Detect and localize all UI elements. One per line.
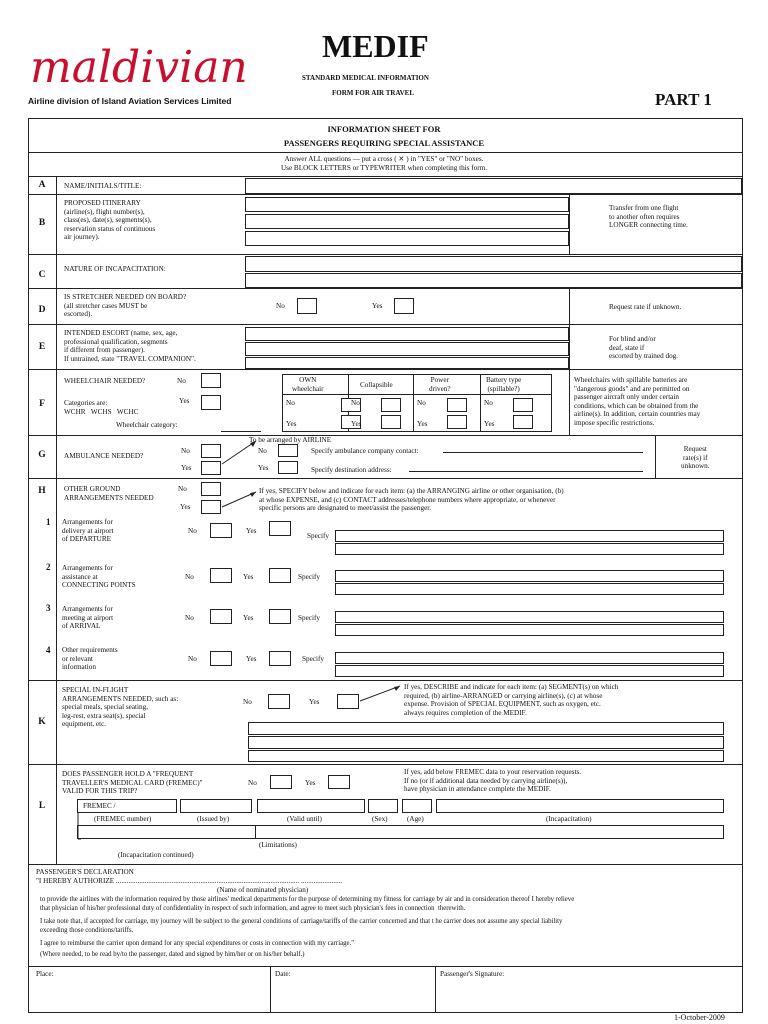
issued-by-caption: (Issued by): [197, 815, 230, 823]
place-label: Place:: [36, 970, 54, 978]
connecting-field-1[interactable]: [335, 570, 724, 582]
incapacitation-field[interactable]: [245, 256, 742, 272]
row-divider: [28, 478, 743, 479]
battery-no-label: No: [484, 399, 493, 407]
limitations-caption: (Limitations): [259, 841, 297, 849]
other-no-label: No: [188, 655, 197, 663]
fremec-issued-field[interactable]: [180, 799, 252, 813]
incapacitation-field-2[interactable]: [245, 273, 742, 288]
arrow-icon: [220, 488, 260, 510]
itinerary-note: Transfer from one flight to another often requires LONGER connecting time.: [609, 204, 688, 230]
power-no-label: No: [417, 399, 426, 407]
stretcher-note: Request rate if unknown.: [609, 303, 682, 311]
row-divider: [28, 254, 743, 255]
other-field-1[interactable]: [335, 652, 724, 664]
other-no-checkbox[interactable]: [210, 651, 232, 666]
connecting-no-checkbox[interactable]: [210, 568, 232, 583]
instructions-2: Use BLOCK LETTERS or TYPEWRITER when completing this form.: [280, 164, 488, 172]
ambulance-contact-label: Specify ambulance company contact:: [311, 447, 419, 455]
collapsible-no-checkbox[interactable]: [381, 398, 401, 412]
declaration-paragraph-3: I agree to reimburse the carrier upon demand for any special expenditures or costs in connection with my carriage.": [40, 940, 354, 947]
ambulance-note: Request rate(s) if unknown.: [681, 445, 710, 471]
airline-arranged-label: To be arranged by AIRLINE: [249, 436, 332, 444]
age-caption: (Age): [407, 815, 424, 823]
wheelchair-yes-checkbox[interactable]: [201, 395, 221, 410]
declaration-paragraph-2: I take note that, if accepted for carriage, my journey will be subject to the general conditions of carriage/tariffs of the carrier concerned and that t he carrier does not assume any special liability exceeding those conditions/tariffs.: [40, 918, 563, 934]
battery-yes-checkbox[interactable]: [513, 415, 533, 429]
connecting-no-label: No: [185, 573, 194, 581]
other-yes-checkbox[interactable]: [269, 651, 291, 666]
fremec-no-label: No: [248, 779, 257, 787]
ground-no-checkbox[interactable]: [201, 482, 221, 496]
wheelchair-category-field[interactable]: [221, 418, 261, 432]
wheelchair-no-checkbox[interactable]: [201, 373, 221, 388]
incapacitation-label: NATURE OF INCAPACITATION:: [64, 265, 166, 273]
wheelchair-categories: Categories are: WCHR WCHS WCHC: [64, 399, 139, 416]
name-label: NAME/INITIALS/TITLE:: [64, 182, 142, 190]
col-collapsible: Collapsible: [360, 381, 393, 389]
arrival-label: Arrangements for meeting at airport of ARRIVAL: [62, 605, 114, 631]
collapsible-no-label: No: [351, 399, 360, 407]
note-column-divider: [569, 288, 570, 435]
ambulance-yes-checkbox[interactable]: [201, 461, 221, 475]
ground-yes-label: Yes: [180, 503, 191, 511]
other-requirements-label: Other requirements or relevant information: [62, 646, 118, 672]
departure-no-checkbox[interactable]: [210, 523, 232, 538]
row-divider: [28, 288, 743, 289]
ground-no-label: No: [178, 485, 187, 493]
fremec-prefix: FREMEC /: [83, 802, 116, 810]
inflight-yes-checkbox[interactable]: [337, 694, 359, 709]
row-letter-b: B: [38, 218, 46, 228]
departure-field-1[interactable]: [335, 530, 724, 542]
stretcher-label: IS STRETCHER NEEDED ON BOARD? (all stretcher cases MUST be escorted).: [64, 293, 187, 319]
row-divider: [28, 194, 743, 195]
grid-divider: [282, 394, 552, 395]
power-no-checkbox[interactable]: [447, 398, 467, 412]
stretcher-yes-checkbox[interactable]: [394, 298, 414, 314]
maldivian-logo: [28, 40, 268, 100]
inflight-field-3[interactable]: [248, 750, 724, 762]
ambulance-contact-field[interactable]: [443, 452, 643, 453]
ambulance-yes-label: Yes: [181, 464, 192, 472]
wheelchair-yes-label: Yes: [179, 397, 190, 405]
item-number: 3: [46, 603, 51, 613]
escort-field-3[interactable]: [245, 357, 569, 369]
inflight-no-label: No: [243, 698, 252, 706]
wheelchair-category-label: Wheelchair category:: [116, 421, 178, 429]
row-letter-h: H: [38, 486, 46, 496]
note-column-divider: [569, 194, 570, 254]
departure-field-2[interactable]: [335, 543, 724, 555]
form-subtitle-1: STANDARD MEDICAL INFORMATION: [302, 74, 429, 82]
row-letter-c: C: [38, 270, 46, 280]
airline-no-label: No: [258, 447, 267, 455]
itinerary-field-2[interactable]: [245, 214, 569, 229]
arrival-yes-checkbox[interactable]: [269, 609, 291, 624]
item-number: 1: [46, 517, 51, 527]
arrival-specify-label: Specify: [298, 614, 320, 622]
valid-until-caption: (Valid until): [287, 815, 322, 823]
departure-no-label: No: [188, 527, 197, 535]
airline-yes-checkbox[interactable]: [278, 461, 298, 474]
ground-arrangements-label: OTHER GROUND ARRANGEMENTS NEEDED: [64, 485, 154, 502]
grid-divider: [480, 374, 481, 432]
fremec-question-label: DOES PASSENGER HOLD A "FREQUENT TRAVELLER'S MEDICAL CARD (FREMEC)" VALID FOR THIS TRIP?: [62, 770, 203, 796]
arrival-no-label: No: [185, 614, 194, 622]
battery-no-checkbox[interactable]: [513, 398, 533, 412]
logo-swoosh-icon: [28, 40, 268, 98]
escort-note: For blind and/or deaf, state if escorted by trained dog.: [609, 335, 679, 361]
airline-yes-label: Yes: [258, 464, 269, 472]
wheelchair-note: Wheelchairs with spillable batteries are "dangerous goods" and are permitted on passenger aircraft only under certain conditions, which can be obtained from the airline(s). In addition, certain countries may impose specific restrictions.: [574, 376, 701, 427]
col-own-wheelchair: OWN wheelchair: [292, 376, 324, 393]
arrival-field-1[interactable]: [335, 611, 724, 623]
declaration-title: PASSENGER'S DECLARATION: [36, 868, 134, 876]
airline-division: Airline division of Island Aviation Services Limited: [28, 96, 232, 106]
fremec-no-checkbox[interactable]: [270, 775, 292, 789]
connecting-yes-label: Yes: [243, 573, 254, 581]
row-letter-g: G: [38, 450, 46, 460]
departure-label: Arrangements for delivery at airport of DEPARTURE: [62, 518, 114, 544]
ground-yes-checkbox[interactable]: [201, 500, 221, 514]
fremec-instructions: If yes, add below FREMEC data to your reservation requests. If no (or if additional data needed by carrying airline(s)), have physician in attendance complete the MEDIF.: [404, 768, 582, 794]
inflight-field-2[interactable]: [248, 736, 724, 749]
inflight-instructions: If yes, DESCRIBE and indicate for each item: (a) SEGMENT(s) on which required, (b) airline-ARRANGED or carrying airline(s), (c) at whose expense. Provision of SPECIAL EQUIPMENT, such as oxygen, etc. always requires completion of the MEDIF.: [404, 683, 619, 717]
inflight-no-checkbox[interactable]: [268, 694, 290, 709]
row-divider: [28, 176, 743, 177]
arrival-yes-label: Yes: [243, 614, 254, 622]
arrow-icon: [358, 682, 404, 704]
own-yes-label: Yes: [286, 420, 297, 428]
other-yes-label: Yes: [246, 655, 257, 663]
instructions-1: Answer ALL questions — put a cross ( ✕ ) in "YES" or "NO" boxes.: [284, 155, 484, 163]
collapsible-yes-checkbox[interactable]: [381, 415, 401, 429]
sheet-title-1: INFORMATION SHEET FOR: [327, 124, 441, 134]
row-letter-k: K: [38, 717, 46, 727]
row-letter-e: E: [38, 342, 46, 352]
power-yes-checkbox[interactable]: [447, 415, 467, 429]
connecting-label: Arrangements for assistance at CONNECTING POINTS: [62, 564, 136, 590]
inflight-field-1[interactable]: [248, 722, 724, 735]
declaration-authorize: "I HEREBY AUTHORIZE ...................................................................................................... .......................: [36, 877, 343, 885]
ground-instructions: If yes, SPECIFY below and indicate for each item: (a) the ARRANGING airline or other organisation, (b) at whose EXPENSE, and (c) CONTACT addresses/telephone numbers where appropriate, or whenever specific persons are designated to meet/assist the passenger.: [259, 487, 564, 513]
other-specify-label: Specify: [302, 655, 324, 663]
inflight-yes-label: Yes: [309, 698, 320, 706]
destination-address-label: Specify destination address:: [311, 466, 392, 474]
item-number: 2: [46, 562, 51, 572]
physician-caption: (Name of nominated physician): [217, 886, 309, 894]
revision-date: 1-October-2009: [674, 1013, 725, 1022]
escort-field-2[interactable]: [245, 342, 569, 356]
sex-caption: (Sex): [372, 815, 388, 823]
row-letter-l: L: [38, 801, 46, 811]
inflight-label: SPECIAL IN-FLIGHT ARRANGEMENTS NEEDED, such as: special meals, special seating, leg-rest, extra seat(s), special equipment, etc.: [62, 686, 179, 729]
form-subtitle-2: FORM FOR AIR TRAVEL: [332, 89, 415, 97]
ambulance-label: AMBULANCE NEEDED?: [64, 452, 144, 460]
sheet-title-2: PASSENGERS REQUIRING SPECIAL ASSISTANCE: [283, 138, 485, 148]
wheelchair-no-label: No: [177, 377, 186, 385]
logo-text: maldivian: [30, 42, 248, 93]
declaration-paragraph-4: (Where needed, to be read by/to the passenger, dated and signed by him/her or on his/her behalf.): [40, 951, 305, 958]
stretcher-yes-label: Yes: [372, 302, 383, 310]
item-number: 4: [46, 645, 51, 655]
wheelchair-label: WHEELCHAIR NEEDED?: [64, 377, 146, 385]
itinerary-field-1[interactable]: [245, 197, 569, 212]
fremec-sex-field[interactable]: [368, 799, 398, 813]
row-divider: [28, 680, 743, 681]
form-title: MEDIF: [322, 28, 429, 64]
row-divider: [28, 435, 743, 436]
stretcher-no-checkbox[interactable]: [297, 298, 317, 314]
row-divider: [28, 324, 743, 325]
battery-yes-label: Yes: [484, 420, 495, 428]
connecting-specify-label: Specify: [298, 573, 320, 581]
part-number: PART 1: [655, 90, 712, 109]
arrival-no-checkbox[interactable]: [210, 609, 232, 624]
departure-yes-checkbox[interactable]: [269, 521, 291, 536]
ambulance-no-label: No: [181, 447, 190, 455]
col-power-driven: Power driven?: [429, 376, 451, 393]
airline-no-checkbox[interactable]: [278, 444, 298, 457]
fremec-yes-label: Yes: [305, 779, 316, 787]
departure-specify-label: Specify: [307, 532, 329, 540]
date-field[interactable]: [271, 967, 434, 1012]
grid-divider: [413, 374, 414, 432]
collapsible-yes-label: Yes: [351, 420, 362, 428]
incapacitation-continued-caption: (Incapacitation continued): [118, 851, 194, 859]
name-field[interactable]: [245, 178, 742, 194]
place-field[interactable]: [29, 967, 269, 1012]
letter-column-divider: [56, 176, 57, 864]
row-divider: [28, 369, 743, 370]
fremec-age-field[interactable]: [402, 799, 432, 813]
departure-yes-label: Yes: [246, 527, 257, 535]
fremec-number-caption: (FREMEC number): [94, 815, 152, 823]
field-divider: [255, 825, 256, 839]
row-letter-f: F: [39, 399, 45, 409]
fremec-yes-checkbox[interactable]: [328, 775, 350, 789]
own-no-label: No: [286, 399, 295, 407]
escort-field-1[interactable]: [245, 327, 569, 341]
escort-label: INTENDED ESCORT (name, sex, age, professional qualification, segments if different from passenger). If untrained, state "TRAVEL COMPANION".: [64, 329, 196, 363]
destination-address-field[interactable]: [409, 471, 643, 472]
fremec-valid-field[interactable]: [257, 799, 365, 813]
date-label: Date:: [275, 970, 291, 978]
ambulance-no-checkbox[interactable]: [201, 444, 221, 458]
connecting-field-2[interactable]: [335, 583, 724, 595]
itinerary-label: PROPOSED ITINERARY (airline(s), flight number(s), class(es), date(s), segments(s), reservation status of continuous air journey).: [64, 199, 156, 242]
row-divider: [28, 764, 743, 765]
power-yes-label: Yes: [417, 420, 428, 428]
incapacitation-caption: (Incapacitation): [546, 815, 592, 823]
fremec-number-field[interactable]: [77, 799, 177, 813]
row-divider: [28, 864, 743, 865]
fremec-incapacitation-field[interactable]: [436, 799, 724, 813]
row-letter-d: D: [38, 305, 46, 315]
connecting-yes-checkbox[interactable]: [269, 568, 291, 583]
note-column-divider: [655, 435, 656, 478]
fremec-limitations-field[interactable]: [77, 825, 724, 839]
row-letter-a: A: [38, 180, 46, 190]
arrival-field-2[interactable]: [335, 624, 724, 636]
col-battery-type: Battery type (spillable?): [486, 376, 522, 393]
declaration-paragraph-1: to provide the airlines with the information required by those airlines' medical departments for the purpose of determining my fitness for carriage by air and in consideration thereof I hereby relieve that physician of his/her professional duty of confidentiality in respect of such information, and agree to meet such physician's fees in connection therewith.: [40, 896, 575, 912]
itinerary-field-3[interactable]: [245, 231, 569, 246]
divider: [28, 152, 743, 153]
signature-label: Passenger's Signature:: [440, 970, 505, 978]
stretcher-no-label: No: [276, 302, 285, 310]
other-field-2[interactable]: [335, 665, 724, 677]
